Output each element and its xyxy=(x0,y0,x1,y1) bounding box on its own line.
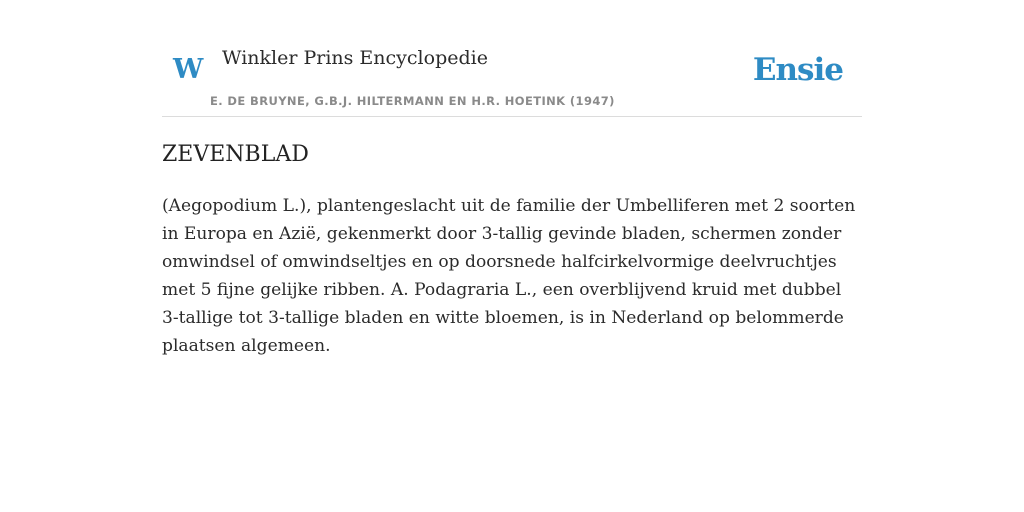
article-title: ZEVENBLAD xyxy=(162,142,309,167)
source-title[interactable]: Winkler Prins Encyclopedie xyxy=(222,47,488,69)
source-header xyxy=(162,0,862,117)
article-body: (Aegopodium L.), plantengeslacht uit de familie der Umbelliferen met 2 soorten in Europa en Azië, gekenmerkt door 3-tallig gevinde bladen, schermen zonder omwindsel of omwindseltjes en op doorsnede halfcirkelvormige deelvruchtjes met 5 fijne gelijke ribben. A. Podagraria L., een overblijvend kruid met dubbel 3-tallige tot 3-tallige bladen en witte bloemen, is in Nederland op belommerde plaatsen algemeen. xyxy=(162,196,856,356)
brand-logo-link[interactable]: Ensie xyxy=(752,52,843,88)
source-authors: E. DE BRUYNE, G.B.J. HILTERMANN EN H.R. HOETINK (1947) xyxy=(210,94,615,108)
source-logo[interactable]: W xyxy=(173,54,203,85)
